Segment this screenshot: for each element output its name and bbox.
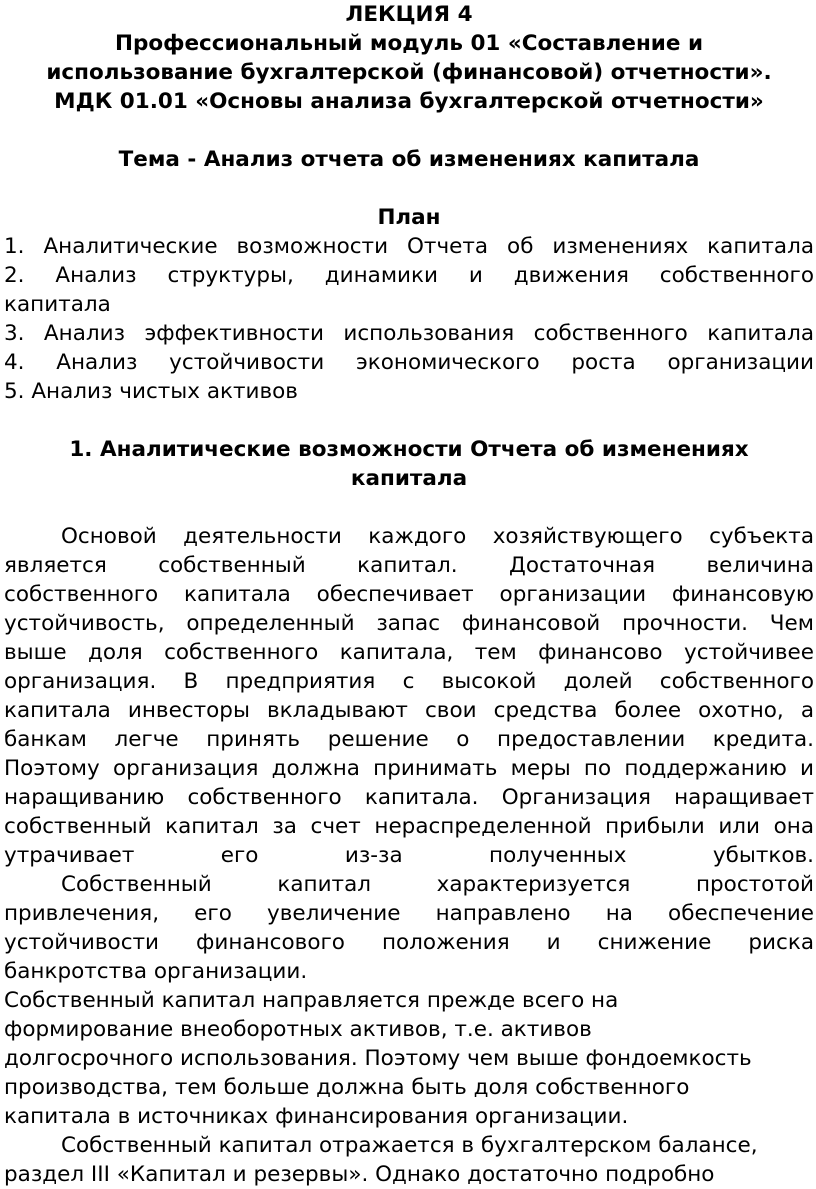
paragraph-line: производства, тем больше должна быть доля собственного xyxy=(4,1075,690,1100)
lecture-title: ЛЕКЦИЯ 4 xyxy=(345,2,473,27)
paragraph-line: Собственный капитал характеризуется простотой xyxy=(61,872,814,897)
paragraph-line: организация. В предприятия с высокой долей собственного xyxy=(4,669,814,694)
mdk-title: МДК 01.01 «Основы анализа бухгалтерской отчетности» xyxy=(54,89,764,114)
paragraph-line: капитала в источниках финансирования организации. xyxy=(4,1104,629,1129)
paragraph-line: выше доля собственного капитала, тем финансово устойчивее xyxy=(4,640,814,665)
paragraph-line: устойчивость, определенный запас финансовой прочности. Чем xyxy=(4,611,814,636)
paragraph-line: формирование внеоборотных активов, т.е. активов xyxy=(4,1017,592,1042)
paragraph-line: банкротства организации. xyxy=(4,959,308,984)
paragraph-line: Основой деятельности каждого хозяйствующего субъекта xyxy=(61,524,814,549)
paragraph-line: Собственный капитал направляется прежде всего на xyxy=(4,988,619,1013)
paragraph-line: утрачивает его из-за полученных убытков. xyxy=(4,843,814,868)
plan-item: 3. Анализ эффективности использования собственного капитала xyxy=(4,321,814,346)
paragraph-line: привлечения, его увеличение направлено на обеспечение xyxy=(4,901,814,926)
plan-item: капитала xyxy=(4,292,111,317)
section-heading-line-2: капитала xyxy=(350,466,468,491)
plan-item: 2. Анализ структуры, динамики и движения собственного xyxy=(4,263,814,288)
paragraph-line: раздел III «Капитал и резервы». Однако достаточно подробно xyxy=(4,1162,715,1187)
paragraph-line: долгосрочного использования. Поэтому чем выше фондоемкость xyxy=(4,1046,752,1071)
paragraph-line: устойчивости финансового положения и снижение риска xyxy=(4,930,814,955)
plan-title: План xyxy=(377,205,441,230)
topic-title: Тема - Анализ отчета об изменениях капитала xyxy=(118,147,700,172)
paragraph-line: собственного капитала обеспечивает организации финансовую xyxy=(4,582,814,607)
plan-item: 1. Аналитические возможности Отчета об изменениях капитала xyxy=(4,234,814,259)
paragraph-line: наращиванию собственного капитала. Организация наращивает xyxy=(4,785,814,810)
plan-item: 4. Анализ устойчивости экономического роста организации xyxy=(4,350,814,375)
paragraph-line: Собственный капитал отражается в бухгалтерском балансе, xyxy=(61,1133,758,1158)
plan-item: 5. Анализ чистых активов xyxy=(4,379,298,404)
module-line-1: Профессиональный модуль 01 «Составление и xyxy=(114,31,704,56)
paragraph-line: является собственный капитал. Достаточная величина xyxy=(4,553,814,578)
section-heading-line-1: 1. Аналитические возможности Отчета об изменениях xyxy=(69,437,749,462)
paragraph-line: Поэтому организация должна принимать меры по поддержанию и xyxy=(4,756,814,781)
paragraph-line: банкам легче принять решение о предоставлении кредита. xyxy=(4,727,814,752)
paragraph-line: собственный капитал за счет нераспределенной прибыли или она xyxy=(4,814,814,839)
module-line-2: использование бухгалтерской (финансовой) отчетности». xyxy=(46,60,772,85)
paragraph-line: капитала инвесторы вкладывают свои средства более охотно, а xyxy=(4,698,814,723)
